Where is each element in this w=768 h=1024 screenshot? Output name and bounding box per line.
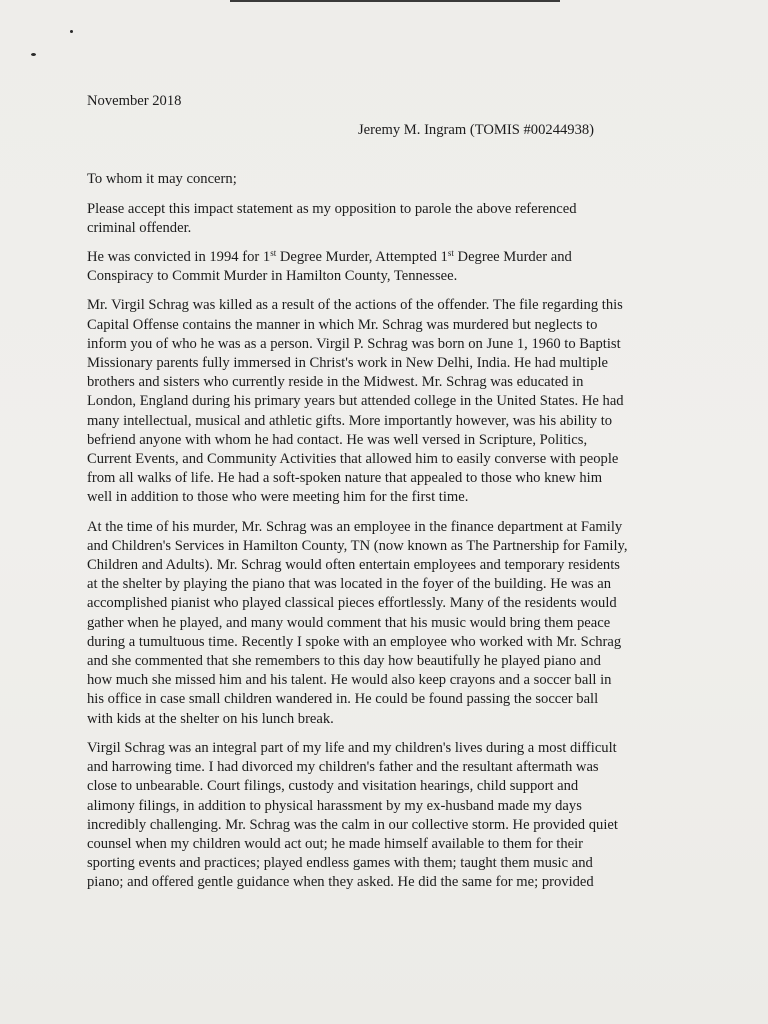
scan-speck <box>70 30 73 33</box>
text-line: Capital Offense contains the manner in which Mr. Schrag was murdered but neglects to <box>87 316 598 333</box>
text-line: criminal offender. <box>87 219 192 236</box>
paragraph-employment <box>87 518 735 729</box>
text-line: alimony filings, in addition to physical harassment by my ex-husband made my days <box>87 797 582 814</box>
text-line: He was convicted in 1994 for 1st Degree Murder, Attempted 1st Degree Murder and <box>87 248 572 266</box>
text-line: London, England during his primary years but attended college in the United States. He had <box>87 393 624 410</box>
letter-date: November 2018 <box>87 93 182 109</box>
text-line: close to unbearable. Court filings, custody and visitation hearings, child support and <box>87 778 579 795</box>
text-line: with kids at the shelter on his lunch break. <box>87 710 334 727</box>
text-line: Missionary parents fully immersed in Christ's work in New Delhi, India. He had multiple <box>87 355 609 372</box>
text-line: At the time of his murder, Mr. Schrag was an employee in the finance department at Family <box>87 518 623 535</box>
paragraph-conviction <box>87 248 735 286</box>
text-line: Virgil Schrag was an integral part of my life and my children's lives during a most difficult <box>87 739 617 756</box>
text-line: Mr. Virgil Schrag was killed as a result of the actions of the offender. The file regarding this <box>87 297 623 314</box>
text-line: and Children's Services in Hamilton County, TN (now known as The Partnership for Family, <box>87 537 628 554</box>
text-line: Current Events, and Community Activities that allowed him to easily converse with people <box>87 451 619 468</box>
text-line: many intellectual, musical and athletic gifts. More importantly however, was his ability to <box>87 412 613 429</box>
text-line: sporting events and practices; played endless games with them; taught them music and <box>87 855 593 872</box>
text-line: accomplished pianist who played classical pieces effortlessly. Many of the residents would <box>87 595 617 612</box>
text-line: from all walks of life. He had a soft-spoken nature that appealed to those who knew him <box>87 470 603 487</box>
text-line: and she commented that she remembers to this day how beautifully he played piano and <box>87 653 601 670</box>
letter-body <box>87 92 735 903</box>
text-line: incredibly challenging. Mr. Schrag was the calm in our collective storm. He provided quiet <box>87 816 618 833</box>
text-line: Conspiracy to Commit Murder in Hamilton County, Tennessee. <box>87 268 458 285</box>
offender-reference: Jeremy M. Ingram (TOMIS #00244938) <box>358 122 595 139</box>
text-line: during a tumultuous time. Recently I spoke with an employee who worked with Mr. Schrag <box>87 633 622 650</box>
paragraph-intro <box>87 200 735 238</box>
text-line: piano; and offered gentle guidance when they asked. He did the same for me; provided <box>87 874 594 891</box>
scan-edge-line <box>230 0 560 2</box>
text-line: at the shelter by playing the piano that was located in the foyer of the building. He was an <box>87 576 612 593</box>
text-line: his office in case small children wandered in. He could be found passing the soccer ball <box>87 691 599 708</box>
text-line: brothers and sisters who currently reside in the Midwest. Mr. Schrag was educated in <box>87 374 584 391</box>
scan-speck <box>31 53 36 56</box>
text-line: and harrowing time. I had divorced my children's father and the resultant aftermath was <box>87 759 599 776</box>
text-line: inform you of who he was as a person. Virgil P. Schrag was born on June 1, 1960 to Baptist <box>87 335 621 352</box>
text-line: Children and Adults). Mr. Schrag would often entertain employees and temporary residents <box>87 557 620 574</box>
text-line: how much she missed him and his talent. He would also keep crayons and a soccer ball in <box>87 672 612 689</box>
text-line: befriend anyone with whom he had contact. He was well versed in Scripture, Politics, <box>87 431 588 448</box>
salutation: To whom it may concern; <box>87 171 237 188</box>
text-line: well in addition to those who were meeting him for the first time. <box>87 489 469 506</box>
text-line: gather when he played, and many would comment that his music would bring them peace <box>87 614 611 631</box>
paragraph-personal <box>87 739 735 893</box>
text-line: counsel when my children would act out; he made himself available to them for their <box>87 835 584 852</box>
paragraph-biography <box>87 296 735 507</box>
text-line: Please accept this impact statement as my opposition to parole the above referenced <box>87 200 577 217</box>
